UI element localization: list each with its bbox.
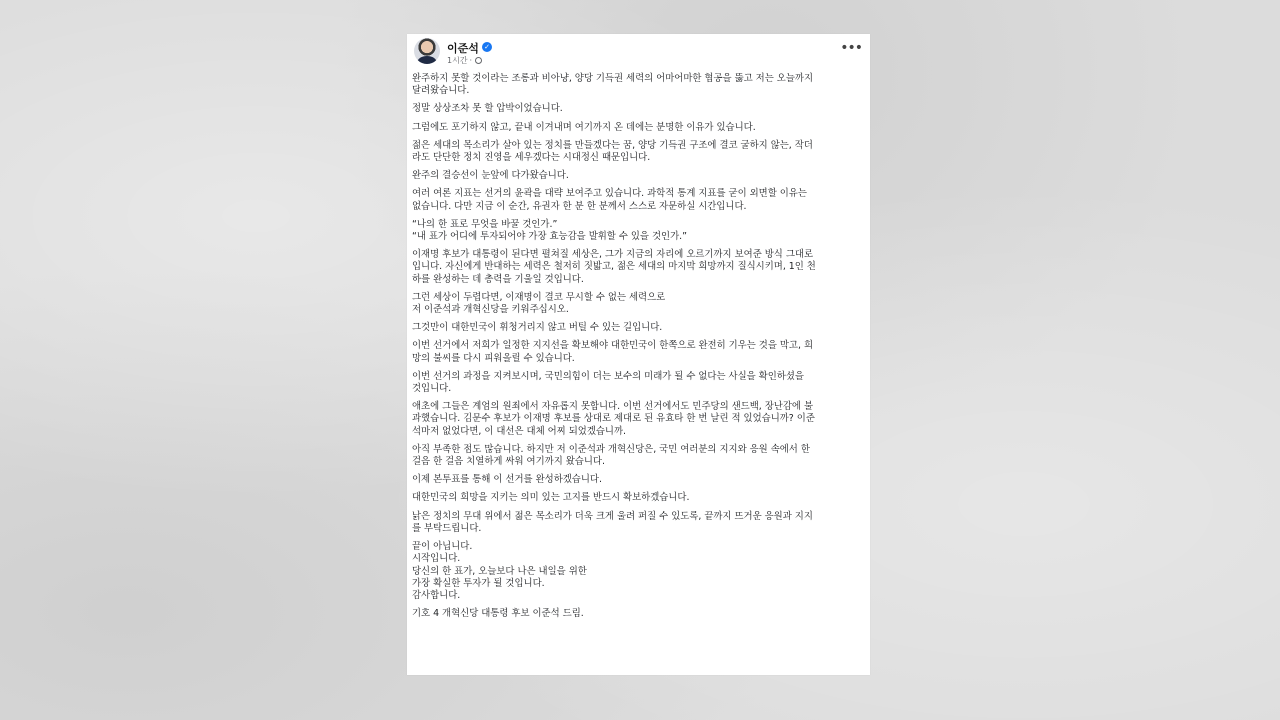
post-paragraph: 여러 여론 지표는 선거의 윤곽을 대략 보여주고 있습니다. 과학적 통계 지표를 굳이 외면할 이유는 없습니다. 다만 지금 이 순간, 유권자 한 분 한 분께서 스스로 자문하실 시간입니다. <box>412 188 807 212</box>
post-paragraph: 이재명 후보가 대통령이 된다면 펼쳐질 세상은, 그가 지금의 자리에 오르기까지 보여준 방식 그대로 입니다. 자신에게 반대하는 세력은 철저히 짓밟고, 젊은 세대의 마지막 희망까지 질식시키며, 1인 천 하를 완성하는 데 총력을 기울일 것입니다. <box>412 249 816 285</box>
post-paragraph: 완주하지 못할 것이라는 조롱과 비아냥, 양당 기득권 세력의 어마어마한 협공을 뚫고 저는 오늘까지 달려왔습니다. <box>412 73 813 97</box>
post-paragraph: 이번 선거의 과정을 지켜보시며, 국민의힘이 더는 보수의 미래가 될 수 없다는 사실을 확인하셨을 것입니다. <box>412 370 804 395</box>
author-name[interactable]: 이준석 <box>447 42 479 55</box>
post-meta <box>447 55 482 66</box>
meta-separator: · <box>469 56 473 65</box>
post-body <box>412 73 867 626</box>
more-options-icon[interactable]: ••• <box>840 40 862 56</box>
facebook-post-card <box>407 34 870 675</box>
post-paragraph: 그럼에도 포기하지 않고, 끝내 이겨내며 여기까지 온 데에는 분명한 이유가 있습니다. <box>412 121 756 133</box>
post-header <box>407 34 870 72</box>
post-paragraph: “나의 한 표로 무엇을 바꿀 것인가.” “내 표가 어디에 투자되어야 가장 효능감을 발휘할 수 있을 것인가.” <box>412 218 687 243</box>
post-paragraph: 그런 세상이 두렵다면, 이재명이 결코 무시할 수 없는 세력으로 저 이준석과 개혁신당을 키워주십시오. <box>412 291 666 316</box>
post-paragraph: 완주의 결승선이 눈앞에 다가왔습니다. <box>412 170 569 182</box>
post-paragraph: 정말 상상조차 못 할 압박이었습니다. <box>412 103 563 115</box>
globe-icon <box>475 57 482 64</box>
post-paragraph: 대한민국의 희망을 지키는 의미 있는 고지를 반드시 확보하겠습니다. <box>412 492 690 504</box>
verified-badge-icon: ✓ <box>482 42 492 52</box>
author-avatar[interactable] <box>414 38 440 64</box>
post-paragraph: 그것만이 대한민국이 휘청거리지 않고 버틸 수 있는 길입니다. <box>412 322 663 334</box>
post-paragraph: 아직 부족한 점도 많습니다. 하지만 저 이준석과 개혁신당은, 국민 여러분의 지지와 응원 속에서 한 걸음 한 걸음 치열하게 싸워 여기까지 왔습니다. <box>412 443 810 468</box>
post-paragraph: 끝이 아닙니다. 시작입니다. 당신의 한 표가, 오늘보다 나은 내일을 위한 가장 확실한 투자가 될 것입니다. 감사합니다. <box>412 541 587 601</box>
post-paragraph: 젊은 세대의 목소리가 살아 있는 정치를 만들겠다는 꿈, 양당 기득권 구조에 결코 굴하지 않는, 작더 라도 단단한 정치 진영을 세우겠다는 시대정신 때문입니다. <box>412 139 813 164</box>
post-paragraph: 애초에 그들은 계엄의 원죄에서 자유롭지 못합니다. 이번 선거에서도 민주당의 샌드백, 장난감에 불 과했습니다. 김문수 후보가 이재명 후보를 상대로 제대로 된 유효타 한 번 날린 적 있었습니까? 이준 석마저 없었다면, 이 대선은 대체 어찌 되었겠습니까. <box>412 401 815 437</box>
post-paragraph: 이제 본투표를 통해 이 선거를 완성하겠습니다. <box>412 474 602 486</box>
post-signature: 기호 4 개혁신당 대통령 후보 이준석 드림. <box>412 608 584 620</box>
avatar-shoulders <box>417 56 437 64</box>
post-paragraph: 이번 선거에서 저희가 일정한 지지선을 확보해야 대한민국이 한쪽으로 완전히 기우는 것을 막고, 희 망의 불씨를 다시 피워올릴 수 있습니다. <box>412 340 813 364</box>
post-time[interactable]: 1시간 <box>447 56 468 65</box>
post-paragraph: 낡은 정치의 무대 위에서 젊은 목소리가 더욱 크게 울려 퍼질 수 있도록, 끝까지 뜨거운 응원과 지지 를 부탁드립니다. <box>412 510 813 534</box>
